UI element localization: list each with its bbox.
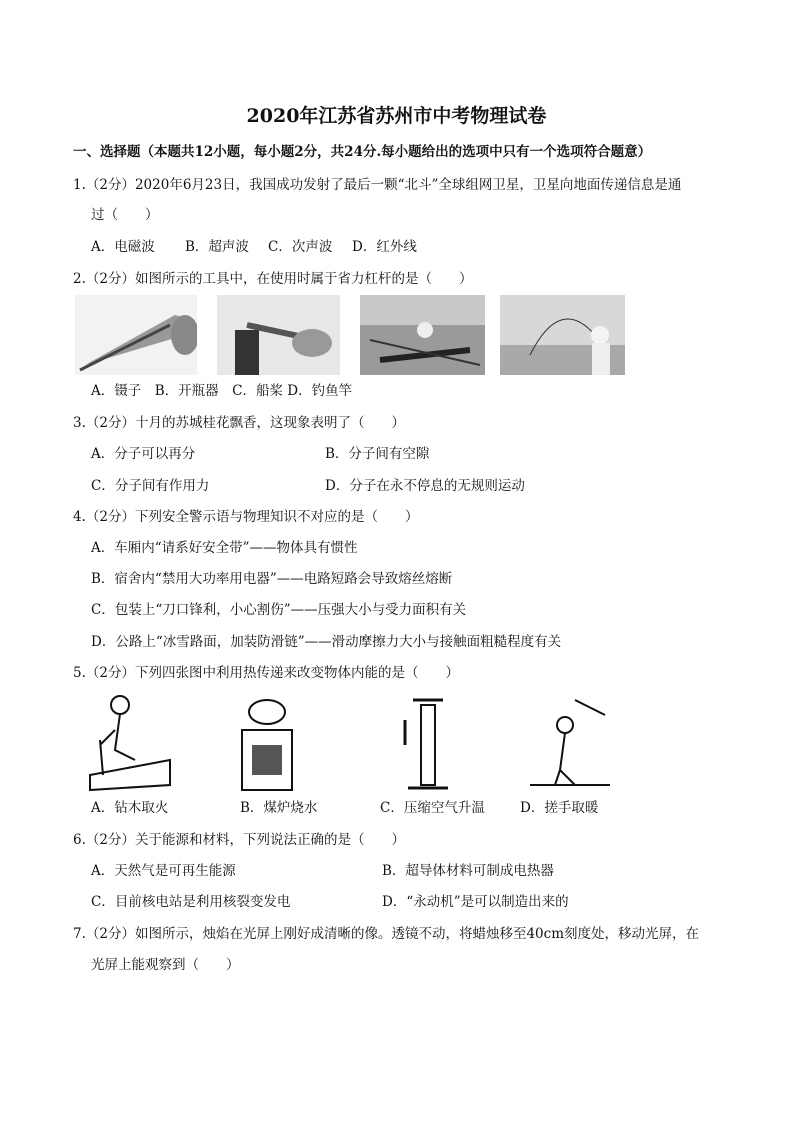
q6-option-b: B．超导体材料可制成电热器 [382, 863, 554, 879]
rubbing-hands-image [525, 690, 613, 792]
q1-stem-cont: 过（ ） [91, 207, 159, 223]
q3-option-d: D．分子在永不停息的无规则运动 [325, 478, 525, 494]
q6-option-c: C．目前核电站是利用核裂变发电 [91, 894, 291, 910]
q3-option-a: A．分子可以再分 [91, 446, 196, 462]
q1-option-a: A．电磁波 [91, 239, 155, 255]
q4-option-d: D．公路上“冰雪路面，加装防滑链”——滑动摩擦力大小与接触面粗糙程度有关 [91, 634, 562, 650]
q4-option-c: C．包装上“刀口锋利，小心割伤”——压强大小与受力面积有关 [91, 602, 467, 618]
q4-option-a: A．车厢内“请系好安全带”——物体具有惯性 [91, 540, 358, 556]
q7-stem-cont: 光屏上能观察到（ ） [91, 957, 240, 973]
q1-option-d: D．红外线 [352, 239, 417, 255]
q5-stem: 5.（2分）下列四张图中利用热传递来改变物体内能的是（ ） [73, 665, 459, 681]
bottle-opener-image [217, 295, 340, 375]
q1-option-c: C．次声波 [268, 239, 333, 255]
q3-stem: 3.（2分）十月的苏城桂花飘香，这现象表明了（ ） [73, 415, 405, 431]
drilling-wood-image [75, 690, 175, 792]
tweezers-image [75, 295, 197, 375]
q4-stem: 4.（2分）下列安全警示语与物理知识不对应的是（ ） [73, 509, 419, 525]
q5-option-c: C．压缩空气升温 [380, 800, 485, 816]
q2-stem: 2.（2分）如图所示的工具中，在使用时属于省力杠杆的是（ ） [73, 271, 473, 287]
q1-option-b: B．超声波 [185, 239, 249, 255]
q5-option-d: D．搓手取暖 [520, 800, 599, 816]
q6-option-d: D．“永动机”是可以制造出来的 [382, 894, 569, 910]
rowing-image [360, 295, 485, 375]
q6-option-a: A．天然气是可再生能源 [91, 863, 236, 879]
q3-option-b: B．分子间有空隙 [325, 446, 430, 462]
q3-option-c: C．分子间有作用力 [91, 478, 210, 494]
q5-option-b: B．煤炉烧水 [240, 800, 318, 816]
q1-stem: 1.（2分）2020年6月23日，我国成功发射了最后一颗“北斗”全球组网卫星，卫星向地面传递信息是通 [73, 177, 682, 193]
q4-option-b: B．宿舍内“禁用大功率用电器”——电路短路会导致熔丝熔断 [91, 571, 453, 587]
page-title: 2020年江苏省苏州市中考物理试卷 [246, 105, 547, 127]
q5-option-a: A．钻木取火 [91, 800, 169, 816]
coal-stove-image [232, 690, 302, 792]
q7-stem: 7.（2分）如图所示，烛焰在光屏上刚好成清晰的像。透镜不动，将蜡烛移至40cm刻度处，移动光屏，在 [73, 926, 700, 942]
fishing-rod-image [500, 295, 625, 375]
q2-options: A．镊子 B．开瓶器 C．船桨 D．钓鱼竿 [91, 383, 353, 399]
q6-stem: 6.（2分）关于能源和材料，下列说法正确的是（ ） [73, 832, 405, 848]
section-heading: 一、选择题（本题共12小题，每小题2分，共24分.每小题给出的选项中只有一个选项符合题意） [73, 144, 652, 160]
air-compression-image [393, 690, 463, 792]
